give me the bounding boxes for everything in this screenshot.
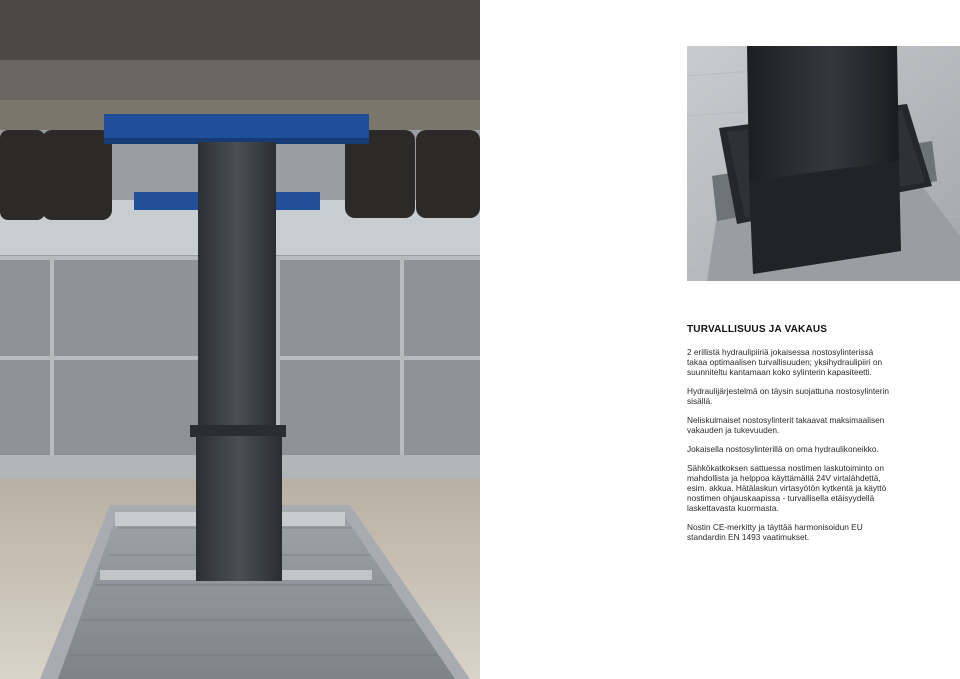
paragraph-hydraulic-system: Hydraulijärjestelmä on täysin suojattuna nostosylinterin sisällä. [687,386,889,406]
safety-section [687,324,895,551]
paragraph-ce-marking: Nostin CE-merkitty ja täyttää harmonisoidun EU standardin EN 1493 vaatimukset. [687,522,863,542]
paragraph-power-failure: Sähkökatkoksen sattuessa nostimen laskutoiminto on mahdollista ja helppoa käyttämällä 24V virtalähdettä, esim. akkua. Hätälaskun virtasyötön kytkentä ja käyttö nostimen ohjauskaapissa - turvallisella etäisyydellä laskettavasta kuormasta. [687,463,887,513]
cylinder-photo [687,46,960,281]
paragraph-square-cylinders: Neliskulmaiset nostosylinterit takaavat maksimaalisen vakauden ja tukevuuden. [687,415,885,435]
section-heading: TURVALLISUUS JA VAKAUS [687,324,828,335]
paragraph-power-unit: Jokaisella nostosylinterillä on oma hydraulikoneikko. [687,444,879,454]
cylinder-photo-illustration [687,46,960,281]
paragraph-hydraulic-circuits: 2 erillistä hydraulipiiriä jokaisessa nostosylinterissä takaa optimaalisen turvallisuuden; yksihydraulipiiri on suunniteltu kantamaan koko sylinterin kapasiteetti. [687,347,883,377]
